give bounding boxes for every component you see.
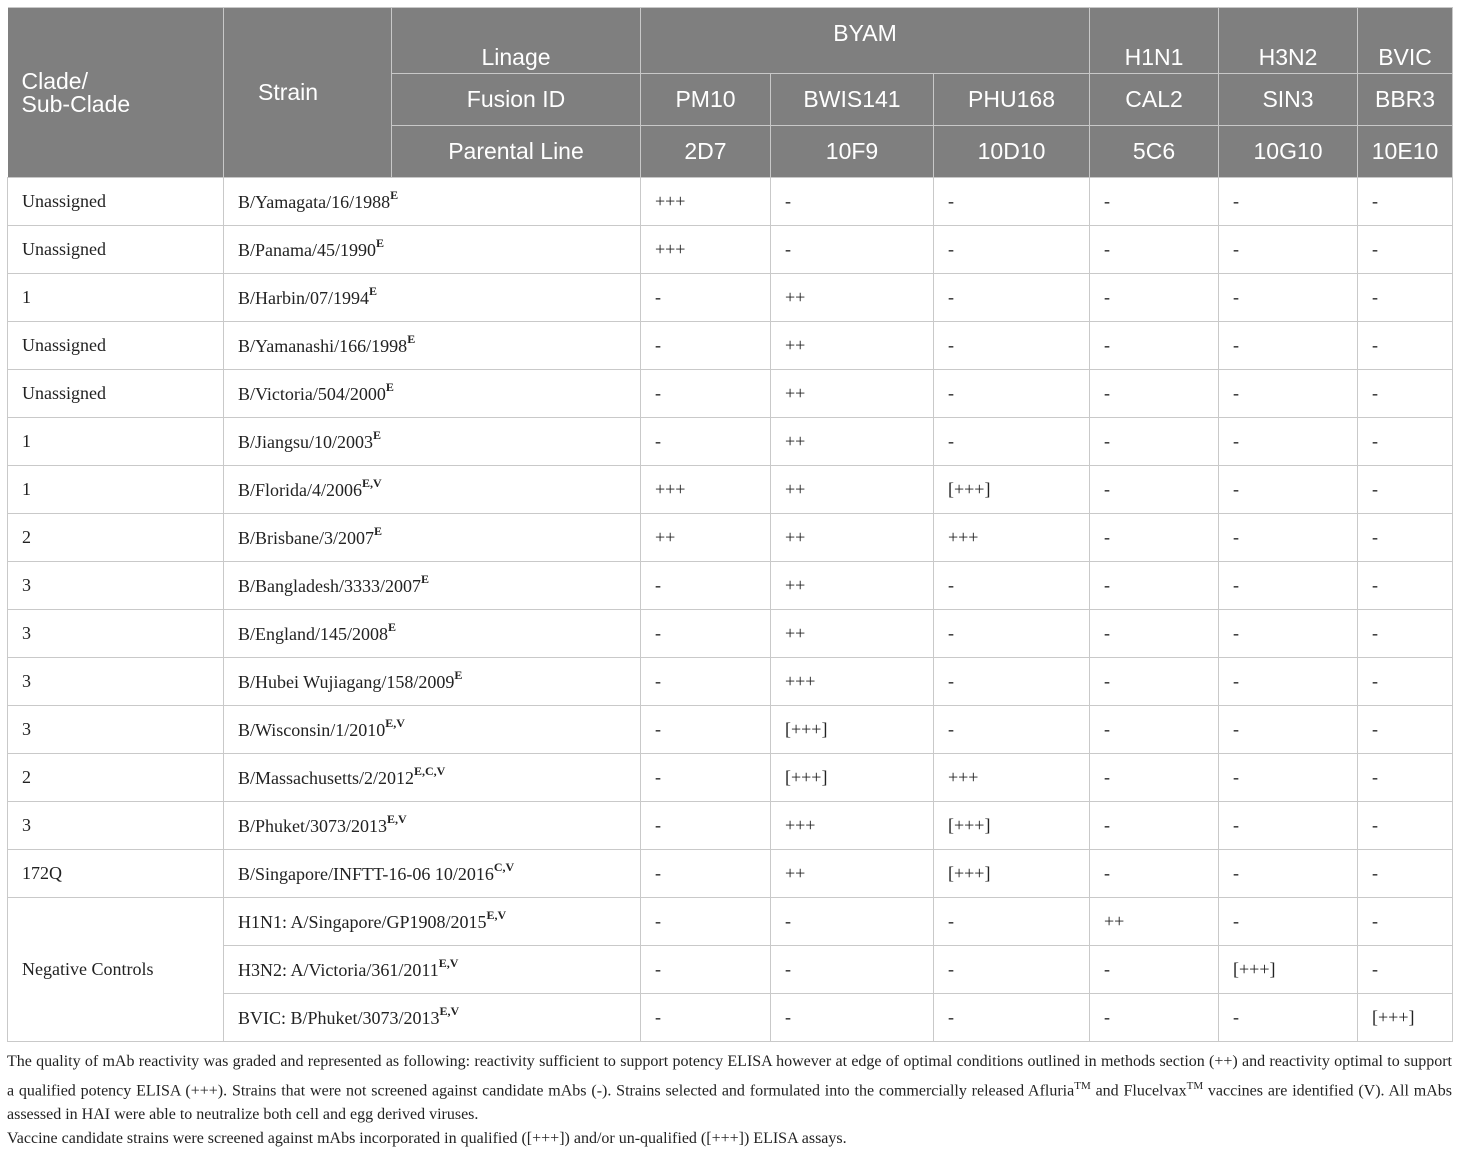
clade-cell: 3 [8, 706, 224, 754]
clade-cell: 3 [8, 658, 224, 706]
reactivity-cell: +++ [771, 658, 934, 706]
strain-name: B/Hubei Wujiagang/158/2009 [238, 672, 455, 692]
reactivity-cell: - [1090, 226, 1219, 274]
strain-name: H1N1: A/Singapore/GP1908/2015 [238, 912, 487, 932]
table-row [8, 418, 1453, 466]
strain-name: B/Brisbane/3/2007 [238, 528, 374, 548]
reactivity-cell: - [641, 562, 771, 610]
reactivity-cell: - [641, 610, 771, 658]
reactivity-cell: - [1090, 274, 1219, 322]
reactivity-cell: - [1358, 562, 1453, 610]
reactivity-cell: - [1358, 514, 1453, 562]
strain-superscript: E,V [387, 812, 407, 826]
reactivity-cell: [+++] [771, 706, 934, 754]
reactivity-cell: - [934, 562, 1090, 610]
reactivity-cell: ++ [771, 274, 934, 322]
reactivity-cell: - [934, 274, 1090, 322]
clade-cell: 3 [8, 610, 224, 658]
reactivity-cell: - [1219, 610, 1358, 658]
strain-cell [224, 562, 641, 610]
reactivity-cell: - [1090, 466, 1219, 514]
strain-name: B/Massachusetts/2/2012 [238, 768, 414, 788]
reactivity-cell: - [934, 322, 1090, 370]
table-row [8, 754, 1453, 802]
reactivity-cell: [+++] [934, 802, 1090, 850]
reactivity-cell: - [641, 322, 771, 370]
reactivity-cell: ++ [771, 514, 934, 562]
reactivity-cell: ++ [771, 562, 934, 610]
reactivity-cell: - [641, 706, 771, 754]
strain-cell [224, 802, 641, 850]
reactivity-cell: - [771, 946, 934, 994]
table-header [8, 8, 1453, 178]
fusion-id-cell: SIN3 [1219, 74, 1358, 126]
reactivity-cell: - [641, 898, 771, 946]
strain-cell [224, 706, 641, 754]
trademark-sup: TM [1074, 1080, 1091, 1092]
reactivity-cell: +++ [641, 226, 771, 274]
reactivity-cell: - [1090, 754, 1219, 802]
reactivity-cell: - [641, 754, 771, 802]
reactivity-cell: - [641, 802, 771, 850]
table-row [8, 658, 1453, 706]
fusion-id-cell: PHU168 [934, 74, 1090, 126]
reactivity-cell: - [1219, 514, 1358, 562]
clade-cell: Unassigned [8, 178, 224, 226]
parental-line-cell: 10G10 [1219, 126, 1358, 178]
reactivity-cell: - [934, 370, 1090, 418]
reactivity-cell: - [934, 898, 1090, 946]
reactivity-cell: - [1219, 802, 1358, 850]
reactivity-cell: - [934, 658, 1090, 706]
strain-cell [224, 418, 641, 466]
reactivity-cell: - [1219, 562, 1358, 610]
reactivity-cell: ++ [771, 466, 934, 514]
table-body [8, 178, 1453, 1042]
lineage-group-bvic: BVIC [1358, 8, 1453, 74]
reactivity-cell: - [1090, 706, 1219, 754]
footnote-text: The quality of mAb reactivity was graded and represented as following: reactivity sufficient to support potency ELISA however at edge of optimal conditions outlined in methods section (++) and reactivity optimal to support a qualified potency ELISA (+++). Strains that were not screened against candidate mAbs (-). Strains selected and formulated into the commercially released Afluria [7, 1053, 1452, 1100]
strain-name: B/Harbin/07/1994 [238, 288, 369, 308]
reactivity-cell: - [771, 898, 934, 946]
parental-line-cell: 10D10 [934, 126, 1090, 178]
clade-cell: 2 [8, 514, 224, 562]
strain-cell [224, 466, 641, 514]
fusion-id-cell: BWIS141 [771, 74, 934, 126]
strain-superscript: E [390, 188, 399, 202]
clade-cell: 1 [8, 274, 224, 322]
footnote-text: vaccines are identified (V). All mAbs assessed in HAI were able to neutralize both cell and egg derived viruses. [7, 1082, 1453, 1124]
reactivity-cell: - [1219, 274, 1358, 322]
strain-name: B/Wisconsin/1/2010 [238, 720, 386, 740]
reactivity-cell: - [1090, 994, 1219, 1042]
reactivity-cell: - [1090, 946, 1219, 994]
table-row [8, 514, 1453, 562]
table-row [8, 946, 1453, 994]
table-row [8, 226, 1453, 274]
reactivity-cell: - [1219, 898, 1358, 946]
strain-name: B/Phuket/3073/2013 [238, 816, 388, 836]
fusion-id-cell: CAL2 [1090, 74, 1219, 126]
reactivity-cell: - [1358, 322, 1453, 370]
strain-superscript: E,V [438, 956, 459, 970]
reactivity-cell: - [934, 946, 1090, 994]
reactivity-cell: - [1358, 226, 1453, 274]
strain-superscript: E,V [385, 716, 405, 730]
reactivity-cell: - [771, 226, 934, 274]
footnote-text: and Flucelvax [1090, 1082, 1187, 1100]
strain-cell [224, 322, 641, 370]
table-row [8, 370, 1453, 418]
reactivity-cell: - [1219, 850, 1358, 898]
parental-line-cell: 10E10 [1358, 126, 1453, 178]
strain-name: B/Singapore/INFTT-16-06 10/2016 [238, 864, 494, 884]
reactivity-cell: ++ [771, 850, 934, 898]
reactivity-cell: - [934, 226, 1090, 274]
clade-cell: 1 [8, 418, 224, 466]
table-row [8, 322, 1453, 370]
reactivity-cell: - [1358, 418, 1453, 466]
strain-cell [224, 850, 641, 898]
reactivity-cell: - [1358, 754, 1453, 802]
strain-name: B/Jiangsu/10/2003 [238, 432, 374, 452]
strain-header: Strain [224, 8, 392, 178]
reactivity-cell: [+++] [934, 850, 1090, 898]
reactivity-cell: - [1358, 274, 1453, 322]
reactivity-table [7, 7, 1453, 1042]
table-row [8, 562, 1453, 610]
strain-name: B/Bangladesh/3333/2007 [238, 576, 421, 596]
reactivity-cell: - [1219, 466, 1358, 514]
reactivity-cell: ++ [1090, 898, 1219, 946]
table-row [8, 466, 1453, 514]
strain-cell [224, 226, 641, 274]
strain-name: H3N2: A/Victoria/361/2011 [238, 960, 439, 980]
reactivity-cell: - [1358, 898, 1453, 946]
strain-cell [224, 610, 641, 658]
strain-cell [224, 898, 641, 946]
negative-controls-label: Negative Controls [8, 898, 224, 1042]
strain-cell [224, 274, 641, 322]
strain-cell [224, 946, 641, 994]
fusion-id-label: Fusion ID [392, 74, 641, 126]
table-row [8, 994, 1453, 1042]
reactivity-cell: - [1358, 802, 1453, 850]
reactivity-cell: ++ [771, 322, 934, 370]
reactivity-cell: [+++] [1219, 946, 1358, 994]
reactivity-cell: - [934, 418, 1090, 466]
strain-cell [224, 658, 641, 706]
reactivity-cell: - [1219, 418, 1358, 466]
reactivity-cell: ++ [641, 514, 771, 562]
reactivity-cell: - [1219, 370, 1358, 418]
strain-superscript: E [374, 524, 383, 538]
reactivity-cell: +++ [641, 466, 771, 514]
strain-name: B/Victoria/504/2000 [238, 384, 386, 404]
parental-line-cell: 2D7 [641, 126, 771, 178]
strain-superscript: E,C,V [414, 764, 446, 778]
strain-superscript: E [454, 668, 463, 682]
strain-superscript: E [369, 284, 378, 298]
reactivity-cell: - [1219, 994, 1358, 1042]
reactivity-cell: ++ [771, 610, 934, 658]
strain-superscript: E [388, 620, 397, 634]
strain-name: B/Yamagata/16/1988 [238, 192, 391, 212]
reactivity-cell: - [1090, 322, 1219, 370]
reactivity-cell: +++ [641, 178, 771, 226]
strain-superscript: E,V [486, 908, 507, 922]
reactivity-cell: - [641, 850, 771, 898]
parental-line-label: Parental Line [392, 126, 641, 178]
reactivity-cell: - [641, 274, 771, 322]
clade-cell: Unassigned [8, 226, 224, 274]
reactivity-cell: - [1090, 562, 1219, 610]
reactivity-cell: - [1090, 418, 1219, 466]
reactivity-cell: - [1090, 370, 1219, 418]
reactivity-cell: - [1090, 514, 1219, 562]
clade-cell: Unassigned [8, 322, 224, 370]
reactivity-cell: - [934, 178, 1090, 226]
reactivity-cell: - [1358, 706, 1453, 754]
reactivity-cell: - [1358, 466, 1453, 514]
reactivity-cell: +++ [934, 754, 1090, 802]
strain-superscript: E,V [362, 476, 382, 490]
strain-cell [224, 370, 641, 418]
parental-line-cell: 10F9 [771, 126, 934, 178]
reactivity-cell: - [1358, 946, 1453, 994]
strain-cell [224, 514, 641, 562]
reactivity-cell: - [934, 706, 1090, 754]
strain-cell [224, 754, 641, 802]
reactivity-cell: - [1219, 658, 1358, 706]
reactivity-cell: - [641, 658, 771, 706]
reactivity-cell: - [771, 994, 934, 1042]
clade-cell: 172Q [8, 850, 224, 898]
table-row [8, 610, 1453, 658]
strain-superscript: E [407, 332, 416, 346]
strain-name: BVIC: B/Phuket/3073/2013 [238, 1008, 440, 1028]
reactivity-cell: - [934, 994, 1090, 1042]
reactivity-cell: - [934, 610, 1090, 658]
reactivity-cell: - [641, 370, 771, 418]
clade-header-label: Clade/ Sub-Clade [21, 67, 131, 117]
reactivity-cell: - [1358, 370, 1453, 418]
reactivity-cell: - [1090, 610, 1219, 658]
trademark-sup: TM [1186, 1080, 1204, 1092]
reactivity-cell: ++ [771, 370, 934, 418]
reactivity-cell: - [771, 178, 934, 226]
footnote-elisa: Vaccine candidate strains were screened against mAbs incorporated in qualified ([+++]) and/or un-qualified ([+++]) ELISA assays. [7, 1130, 847, 1148]
reactivity-cell: [+++] [771, 754, 934, 802]
strain-superscript: E [385, 380, 394, 394]
clade-cell: 3 [8, 562, 224, 610]
table-row [8, 802, 1453, 850]
strain-name: B/Panama/45/1990 [238, 240, 376, 260]
strain-name: B/England/145/2008 [238, 624, 388, 644]
reactivity-cell: - [1219, 706, 1358, 754]
strain-superscript: E,V [439, 1004, 460, 1018]
lineage-group-h3n2: H3N2 [1219, 8, 1358, 74]
lineage-group-h1n1: H1N1 [1090, 8, 1219, 74]
reactivity-cell: +++ [771, 802, 934, 850]
strain-superscript: E [376, 236, 385, 250]
lineage-group-byam: BYAM [641, 8, 1090, 74]
clade-header [8, 8, 224, 178]
reactivity-cell: - [641, 418, 771, 466]
table-row [8, 274, 1453, 322]
parental-line-cell: 5C6 [1090, 126, 1219, 178]
reactivity-cell: - [641, 946, 771, 994]
reactivity-cell: ++ [771, 418, 934, 466]
linage-label: Linage [392, 8, 641, 74]
clade-cell: Unassigned [8, 370, 224, 418]
reactivity-cell: - [1358, 610, 1453, 658]
strain-superscript: C,V [493, 860, 515, 874]
strain-superscript: E [373, 428, 382, 442]
table-row [8, 706, 1453, 754]
fusion-id-cell: PM10 [641, 74, 771, 126]
reactivity-cell: - [1090, 802, 1219, 850]
reactivity-cell: - [1090, 658, 1219, 706]
strain-superscript: E [421, 572, 430, 586]
table-row [8, 850, 1453, 898]
reactivity-cell: - [1358, 658, 1453, 706]
clade-cell: 3 [8, 802, 224, 850]
reactivity-cell: [+++] [934, 466, 1090, 514]
clade-cell: 2 [8, 754, 224, 802]
reactivity-cell: - [1219, 178, 1358, 226]
reactivity-cell: - [1219, 226, 1358, 274]
reactivity-cell: - [1090, 178, 1219, 226]
strain-name: B/Yamanashi/166/1998 [238, 336, 408, 356]
strain-cell [224, 994, 641, 1042]
reactivity-cell: +++ [934, 514, 1090, 562]
reactivity-cell: [+++] [1358, 994, 1453, 1042]
reactivity-cell: - [1219, 754, 1358, 802]
table-row [8, 178, 1453, 226]
fusion-id-cell: BBR3 [1358, 74, 1453, 126]
clade-cell: 1 [8, 466, 224, 514]
table-row [8, 898, 1453, 946]
reactivity-cell: - [1090, 850, 1219, 898]
strain-name: B/Florida/4/2006 [238, 480, 363, 500]
reactivity-cell: - [1219, 322, 1358, 370]
footnote-grading [7, 1050, 1452, 1127]
reactivity-cell: - [641, 994, 771, 1042]
reactivity-cell: - [1358, 178, 1453, 226]
reactivity-cell: - [1358, 850, 1453, 898]
table-footnotes [7, 1050, 1452, 1151]
document [7, 7, 1452, 1151]
strain-cell [224, 178, 641, 226]
